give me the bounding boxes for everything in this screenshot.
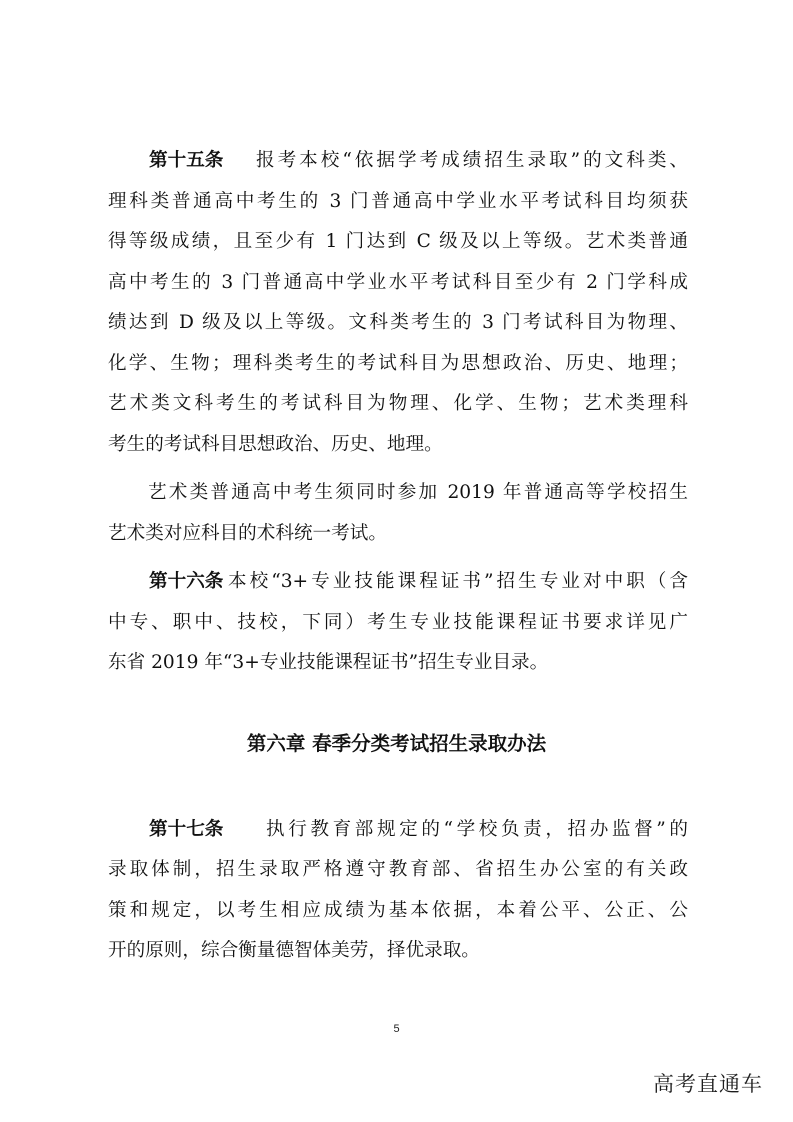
- article15-line-4: 高中考生的 3 门普通高中学业水平考试科目至少有 2 门学科成: [108, 272, 688, 293]
- article15-line-7: 艺术类文科考生的考试科目为物理、化学、生物；艺术类理科: [108, 393, 688, 414]
- watermark: 高考直通车: [653, 1072, 763, 1096]
- page-number: 5: [393, 1023, 400, 1035]
- article16-line-2: 中专、职中、技校，下同）考生专业技能课程证书要求详见广: [108, 612, 688, 633]
- article15-line-2: 理科类普通高中考生的 3 门普通高中学业水平考试科目均须获: [108, 191, 688, 212]
- article17-label: 第十七条: [149, 819, 224, 840]
- article17-line-2: 录取体制，招生录取严格遵守教育部、省招生办公室的有关政: [108, 859, 688, 880]
- article15-line-1: [108, 146, 688, 176]
- article15-line-8: 考生的考试科目思想政治、历史、地理。: [108, 434, 443, 455]
- article15-line-5: 绩达到 D 级及以上等级。文科类考生的 3 门考试科目为物理、: [108, 312, 688, 333]
- article16-line-3: 东省 2019 年“3+专业技能课程证书”招生专业目录。: [108, 652, 549, 673]
- article16-line-1: [108, 567, 688, 597]
- article17-line-1: [108, 815, 688, 845]
- article16-text: 本校“3+专业技能课程证书”招生专业对中职（含: [228, 571, 688, 592]
- article15-line-3: 得等级成绩，且至少有 1 门达到 C 级及以上等级。艺术类普通: [108, 231, 688, 252]
- chapter-heading: 第六章 春季分类考试招生录取办法: [246, 732, 547, 755]
- article17-text: 执行教育部规定的“学校负责，招办监督”的: [266, 819, 688, 840]
- article15-line-6: 化学、生物；理科类考生的考试科目为思想政治、历史、地理；: [108, 353, 688, 374]
- article15-text: 报考本校“依据学考成绩招生录取”的文科类、: [256, 150, 688, 171]
- article17-line-3: 策和规定，以考生相应成绩为基本依据，本着公平、公正、公: [108, 900, 688, 921]
- article17-line-4: 开的原则，综合衡量德智体美劳，择优录取。: [108, 940, 480, 961]
- article15-para2-line-1: 艺术类普通高中考生须同时参加 2019 年普通高等学校招生: [148, 482, 688, 503]
- article16-label: 第十六条: [149, 571, 224, 592]
- article15-label: 第十五条: [149, 150, 224, 171]
- article15-para2-line-2: 艺术类对应科目的术科统一考试。: [108, 523, 387, 544]
